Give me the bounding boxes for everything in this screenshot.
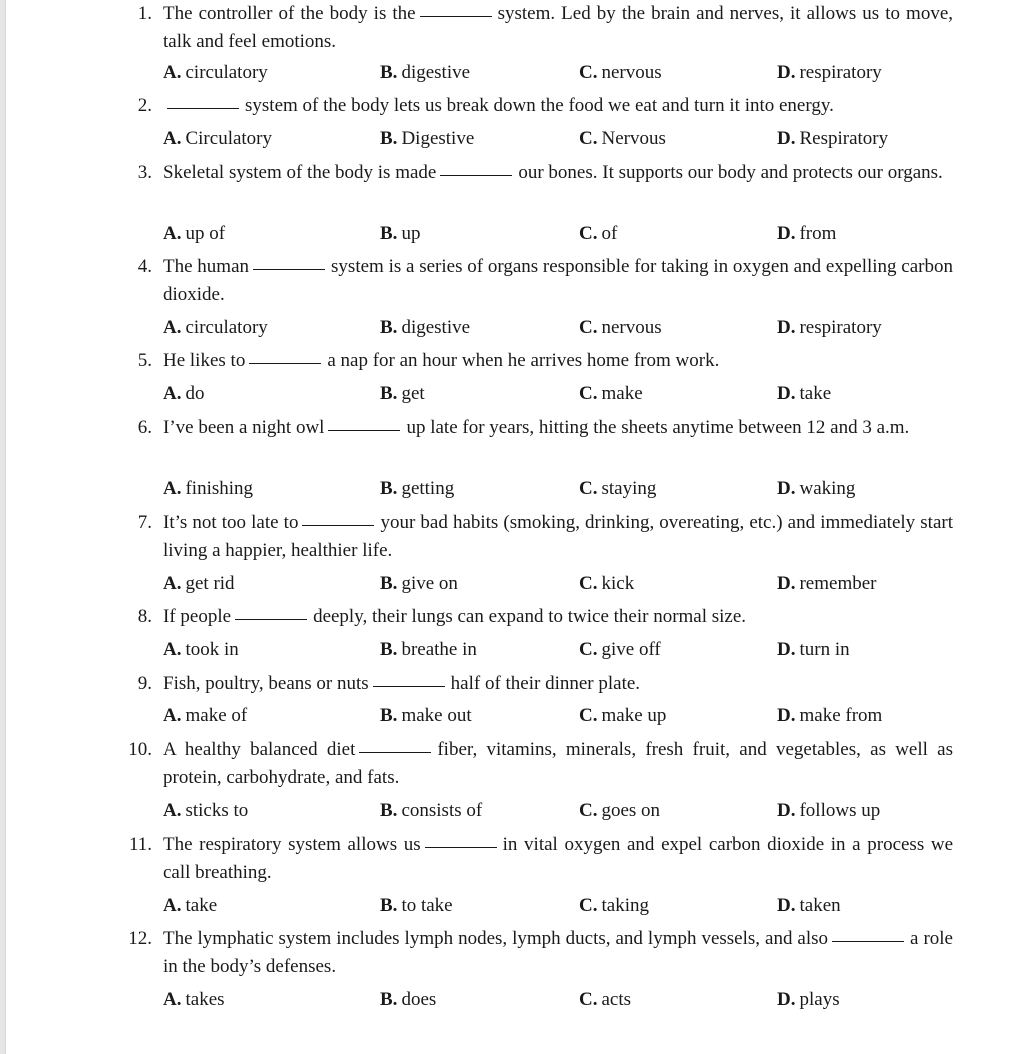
question-text-after: system is a series of organs responsible for taking in oxygen and expelling carbon dioxide. xyxy=(163,256,953,305)
option-c[interactable]: C. taking xyxy=(579,895,649,916)
question-number: 5. xyxy=(137,350,152,371)
option-b[interactable]: B. give on xyxy=(380,573,458,594)
answer-blank xyxy=(298,512,380,533)
option-b[interactable]: B. breathe in xyxy=(380,639,477,660)
question-text-after: our bones. It supports our body and protects our organs. xyxy=(518,162,943,183)
answer-blank xyxy=(369,673,451,694)
option-d[interactable]: D. Respiratory xyxy=(777,128,889,149)
answer-blank xyxy=(324,417,406,438)
question-text xyxy=(163,159,953,187)
option-a[interactable]: A. get rid xyxy=(163,573,235,594)
answer-blank xyxy=(421,834,503,855)
question-number: 1. xyxy=(137,3,152,24)
question-number: 8. xyxy=(137,606,152,627)
answer-blank xyxy=(249,256,331,277)
answer-options xyxy=(0,702,1024,730)
option-d[interactable]: D. take xyxy=(777,383,832,404)
question-text-before: The human xyxy=(163,256,250,277)
answer-options xyxy=(0,220,1024,248)
question-text xyxy=(163,831,953,887)
question-text-before: Skeletal system of the body is made xyxy=(163,162,437,183)
option-a[interactable]: A. circulatory xyxy=(163,62,268,83)
option-d[interactable]: D. turn in xyxy=(777,639,850,660)
option-d[interactable]: D. make from xyxy=(777,705,883,726)
question-text-before: I’ve been a night owl xyxy=(163,417,325,438)
option-a[interactable]: A. took in xyxy=(163,639,239,660)
option-c[interactable]: C. nervous xyxy=(579,62,662,83)
question-text-after: system. Led by the brain and nerves, it allows us to move, talk and feel emotions. xyxy=(163,3,954,52)
option-c[interactable]: C. nervous xyxy=(579,317,662,338)
answer-options xyxy=(0,125,1024,153)
answer-options xyxy=(0,636,1024,664)
question-text-after: fiber, vitamins, minerals, fresh fruit, and vegetables, as well as protein, carbohydrate, and fats. xyxy=(163,739,953,788)
answer-options xyxy=(0,380,1024,408)
question-text-before: A healthy balanced diet xyxy=(163,739,356,760)
question-number: 12. xyxy=(128,928,152,949)
option-d[interactable]: D. remember xyxy=(777,573,877,594)
question-text-after: a role in the body’s defenses. xyxy=(163,928,953,977)
answer-options xyxy=(0,475,1024,503)
option-d[interactable]: D. respiratory xyxy=(777,62,882,83)
option-d[interactable]: D. from xyxy=(777,223,837,244)
option-d[interactable]: D. waking xyxy=(777,478,856,499)
option-a[interactable]: A. do xyxy=(163,383,205,404)
answer-blank xyxy=(163,95,245,116)
answer-options xyxy=(0,797,1024,825)
question-text-before: Fish, poultry, beans or nuts xyxy=(163,673,369,694)
option-c[interactable]: C. make xyxy=(579,383,643,404)
option-c[interactable]: C. give off xyxy=(579,639,661,660)
question-text-before: The controller of the body is the xyxy=(163,3,416,24)
question-text xyxy=(163,603,953,631)
answer-options xyxy=(0,986,1024,1014)
question-number: 3. xyxy=(137,162,152,183)
question-text-after: in vital oxygen and expel carbon dioxide in a process we call breathing. xyxy=(163,834,954,883)
option-a[interactable]: A. make of xyxy=(163,705,248,726)
option-b[interactable]: B. up xyxy=(380,223,421,244)
option-a[interactable]: A. takes xyxy=(163,989,225,1010)
question-number: 11. xyxy=(128,834,152,855)
question-text xyxy=(163,670,953,698)
question-text-before: He likes to xyxy=(163,350,246,371)
option-a[interactable]: A. up of xyxy=(163,223,226,244)
question-text xyxy=(163,414,953,442)
question-text xyxy=(163,0,953,56)
answer-blank xyxy=(355,739,437,760)
option-b[interactable]: B. Digestive xyxy=(380,128,475,149)
question-text xyxy=(163,92,953,120)
option-b[interactable]: B. make out xyxy=(380,705,472,726)
question-number: 7. xyxy=(137,512,152,533)
question-text-after: system of the body lets us break down the food we eat and turn it into energy. xyxy=(245,95,834,116)
question-number: 9. xyxy=(137,673,152,694)
question-text-after: half of their dinner plate. xyxy=(450,673,641,694)
option-b[interactable]: B. get xyxy=(380,383,425,404)
option-b[interactable]: B. does xyxy=(380,989,437,1010)
question-text-before: The lymphatic system includes lymph nodes, lymph ducts, and lymph vessels, and also xyxy=(163,928,829,949)
option-b[interactable]: B. digestive xyxy=(380,317,471,338)
question-text-after: up late for years, hitting the sheets anytime between 12 and 3 a.m. xyxy=(406,417,910,438)
option-c[interactable]: C. of xyxy=(579,223,618,244)
option-a[interactable]: A. circulatory xyxy=(163,317,268,338)
question-text-before: If people xyxy=(163,606,232,627)
answer-options xyxy=(0,570,1024,598)
question-text xyxy=(163,347,953,375)
option-a[interactable]: A. Circulatory xyxy=(163,128,273,149)
question-number: 10. xyxy=(128,739,152,760)
answer-options xyxy=(0,59,1024,87)
answer-blank xyxy=(828,928,910,949)
option-b[interactable]: B. consists of xyxy=(380,800,483,821)
option-c[interactable]: C. Nervous xyxy=(579,128,666,149)
question-text-after: a nap for an hour when he arrives home from work. xyxy=(327,350,720,371)
option-b[interactable]: B. to take xyxy=(380,895,453,916)
question-number: 6. xyxy=(137,417,152,438)
option-b[interactable]: B. digestive xyxy=(380,62,471,83)
question-text-before: The respiratory system allows us xyxy=(163,834,421,855)
question-number: 4. xyxy=(137,256,152,277)
question-number: 2. xyxy=(137,95,152,116)
answer-blank xyxy=(416,3,498,24)
question-text-before: It’s not too late to xyxy=(163,512,299,533)
question-text xyxy=(163,736,953,792)
option-b[interactable]: B. getting xyxy=(380,478,455,499)
option-a[interactable]: A. finishing xyxy=(163,478,254,499)
option-d[interactable]: D. plays xyxy=(777,989,840,1010)
answer-blank xyxy=(245,350,327,371)
question-text xyxy=(163,925,953,981)
option-a[interactable]: A. sticks to xyxy=(163,800,249,821)
option-c[interactable]: C. acts xyxy=(579,989,632,1010)
question-text xyxy=(163,253,953,309)
answer-options xyxy=(0,892,1024,920)
option-c[interactable]: C. goes on xyxy=(579,800,661,821)
question-text-after: your bad habits (smoking, drinking, overeating, etc.) and immediately start living a happier, healthier life. xyxy=(163,512,953,561)
option-d[interactable]: D. respiratory xyxy=(777,317,882,338)
question-text-after: deeply, their lungs can expand to twice their normal size. xyxy=(313,606,747,627)
option-d[interactable]: D. taken xyxy=(777,895,841,916)
option-d[interactable]: D. follows up xyxy=(777,800,881,821)
option-c[interactable]: C. make up xyxy=(579,705,667,726)
answer-options xyxy=(0,314,1024,342)
question-text xyxy=(163,509,953,565)
answer-blank xyxy=(231,606,313,627)
answer-blank xyxy=(436,162,518,183)
option-c[interactable]: C. kick xyxy=(579,573,635,594)
option-a[interactable]: A. take xyxy=(163,895,218,916)
option-c[interactable]: C. staying xyxy=(579,478,657,499)
